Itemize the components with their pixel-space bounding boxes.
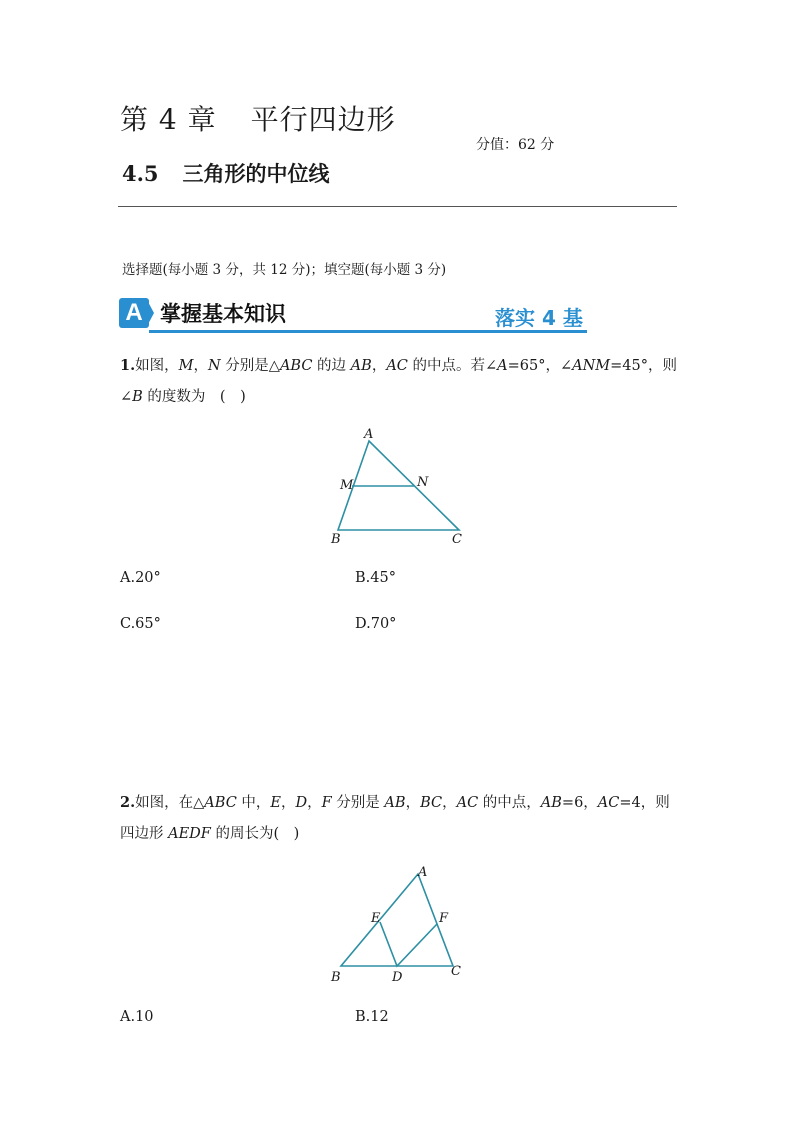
label-d: D — [392, 970, 403, 985]
question-text: =6， — [561, 795, 598, 811]
score-info: 选择题(每小题 3 分，共 12 分)；填空题(每小题 3 分) — [122, 262, 447, 278]
var: AB — [540, 795, 562, 811]
option-a[interactable]: A.20° — [120, 570, 161, 586]
label-b: B — [331, 970, 341, 985]
question-text: 中， — [236, 795, 271, 811]
var: BC — [420, 795, 443, 811]
question-text: 的中点。若∠ — [407, 358, 498, 374]
var: ANM — [572, 358, 611, 374]
sep: ， — [371, 358, 387, 374]
banner-title: 掌握基本知识 — [160, 302, 286, 326]
question-text: 的周长为( ) — [210, 826, 300, 842]
question-text: =4，则四边形 — [120, 795, 670, 842]
banner-subtitle: 落实 4 基 — [495, 306, 583, 330]
section-title: 三角形的中位线 — [182, 161, 330, 186]
header-divider — [118, 206, 677, 207]
chapter-heading — [120, 98, 396, 138]
var: F — [321, 795, 332, 811]
option-a[interactable]: A.10 — [120, 1009, 154, 1025]
var: D — [295, 795, 308, 811]
badge-arrow-icon — [146, 298, 154, 328]
option-b[interactable]: B.12 — [355, 1009, 389, 1025]
question-text: 如图， — [135, 358, 179, 374]
figure-2-triangle — [320, 860, 480, 990]
var: AB — [384, 795, 406, 811]
var: E — [270, 795, 281, 811]
question-text: 的中点， — [478, 795, 541, 811]
section-banner — [119, 298, 587, 332]
label-c: C — [451, 964, 461, 979]
question-text: 如图，在△ — [135, 795, 205, 811]
score-label: 分值：62 分 — [476, 137, 555, 153]
sep: ， — [442, 795, 457, 811]
sep: ， — [405, 795, 421, 811]
sep: ， — [281, 795, 296, 811]
section-heading — [122, 158, 330, 188]
var: AB — [350, 358, 372, 374]
question-2 — [120, 787, 680, 850]
figure-1-triangle — [320, 420, 480, 555]
var: M — [178, 358, 194, 374]
sep: ， — [193, 358, 208, 374]
section-number: 4.5 — [122, 161, 159, 186]
var: AC — [386, 358, 408, 374]
question-text: 分别是△ — [220, 358, 280, 374]
var: ABC — [279, 358, 313, 374]
chapter-number: 第 4 章 — [120, 103, 217, 136]
label-n: N — [417, 475, 429, 490]
var: ABC — [204, 795, 237, 811]
triangle-abc — [341, 874, 453, 966]
var: B — [132, 389, 143, 405]
label-e: E — [371, 911, 381, 926]
sep: ， — [307, 795, 322, 811]
label-c: C — [452, 532, 462, 547]
question-number: 2. — [120, 794, 136, 811]
var: AC — [456, 795, 479, 811]
var: AEDF — [168, 826, 211, 842]
chapter-title: 平行四边形 — [250, 103, 396, 136]
label-a: A — [418, 865, 428, 880]
question-text: 分别是 — [331, 795, 385, 811]
var: AC — [597, 795, 620, 811]
question-text: 的度数为 ( ) — [142, 389, 246, 405]
var: N — [208, 358, 221, 374]
quadrilateral-sides-ed-df — [380, 922, 437, 966]
label-m: M — [340, 478, 354, 493]
question-number: 1. — [120, 357, 136, 374]
option-b[interactable]: B.45° — [355, 570, 396, 586]
banner-underline — [149, 330, 587, 333]
label-a: A — [364, 427, 374, 442]
option-c[interactable]: C.65° — [120, 616, 161, 632]
label-b: B — [331, 532, 341, 547]
label-f: F — [439, 911, 449, 926]
question-1 — [120, 350, 680, 413]
question-text: 的边 — [312, 358, 351, 374]
question-text: =65°，∠ — [507, 358, 573, 374]
badge-a: A — [119, 298, 149, 328]
var: A — [497, 358, 508, 374]
question-text: =45°，则∠ — [120, 358, 678, 405]
option-d[interactable]: D.70° — [355, 616, 397, 632]
